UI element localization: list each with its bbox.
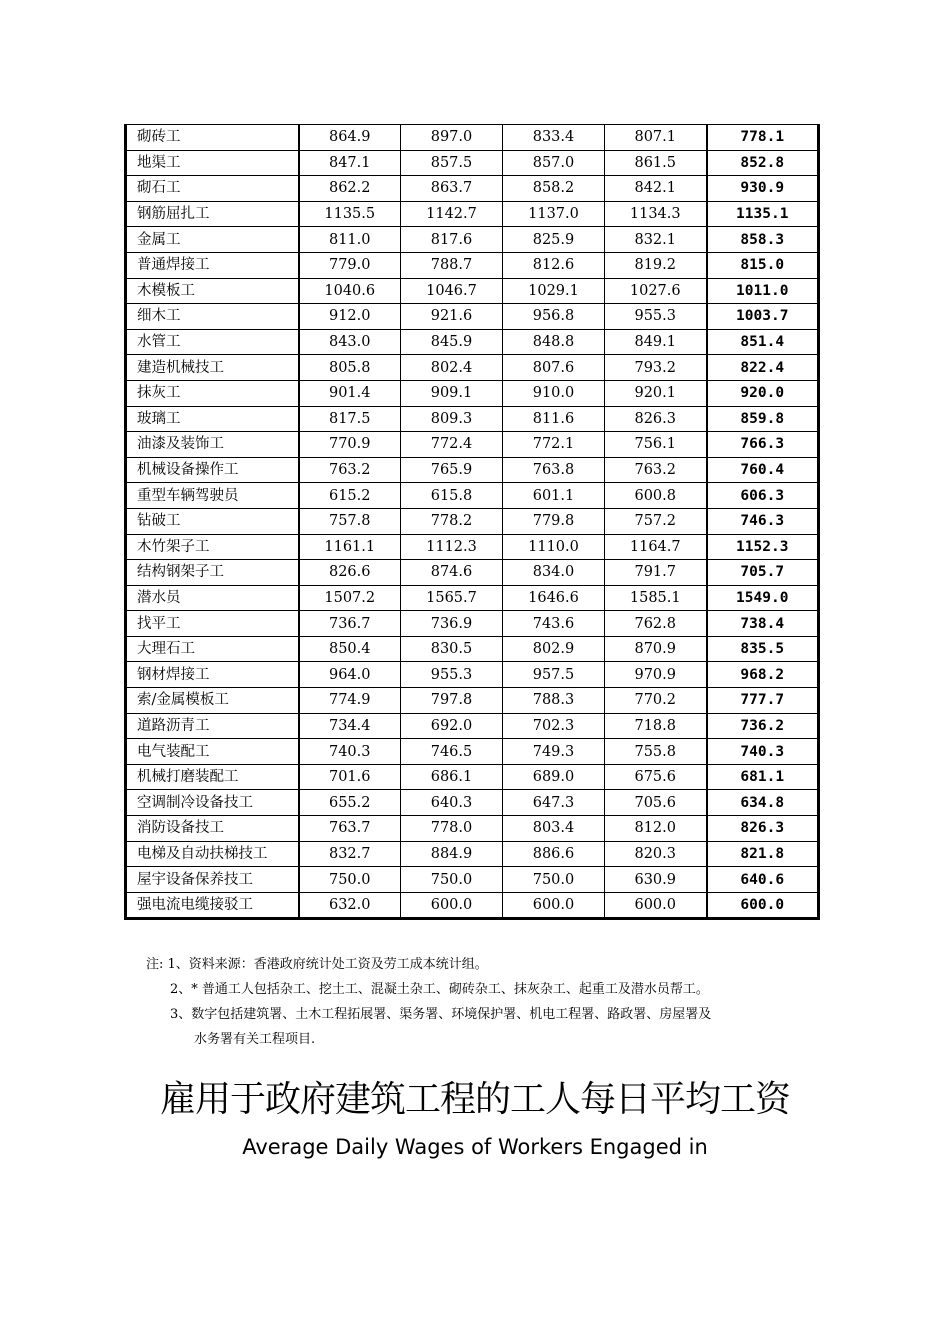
table-row [126, 534, 819, 560]
occupation-cell: 水管工 [126, 329, 299, 355]
wage-cell: 770.9 [299, 432, 401, 458]
occupation-cell: 屋宇设备保养技工 [126, 867, 299, 893]
wage-cell: 864.9 [299, 125, 401, 151]
wage-cell: 1112.3 [401, 534, 503, 560]
wage-cell: 702.3 [503, 713, 605, 739]
table-row [126, 764, 819, 790]
wage-cell: 600.0 [605, 892, 707, 919]
wage-cell: 861.5 [605, 150, 707, 176]
wage-cell: 1164.7 [605, 534, 707, 560]
table-row [126, 201, 819, 227]
wage-cell: 826.3 [605, 406, 707, 432]
wage-cell: 615.2 [299, 483, 401, 509]
wage-cell-latest: 606.3 [707, 483, 819, 509]
wage-cell: 848.8 [503, 329, 605, 355]
wage-cell: 870.9 [605, 636, 707, 662]
wage-cell: 857.0 [503, 150, 605, 176]
occupation-cell: 重型车辆驾驶员 [126, 483, 299, 509]
occupation-cell: 木竹架子工 [126, 534, 299, 560]
wage-cell-latest: 705.7 [707, 560, 819, 586]
wage-cell: 655.2 [299, 790, 401, 816]
occupation-cell: 金属工 [126, 227, 299, 253]
wage-cell: 763.7 [299, 816, 401, 842]
table-row [126, 432, 819, 458]
wage-cell: 817.5 [299, 406, 401, 432]
wage-cell: 793.2 [605, 355, 707, 381]
wage-cell: 743.6 [503, 611, 605, 637]
wage-cell: 689.0 [503, 764, 605, 790]
table-row [126, 611, 819, 637]
wage-cell: 791.7 [605, 560, 707, 586]
wage-cell: 811.6 [503, 406, 605, 432]
wage-cell: 957.5 [503, 662, 605, 688]
wage-cell: 647.3 [503, 790, 605, 816]
occupation-cell: 找平工 [126, 611, 299, 637]
table-row [126, 790, 819, 816]
wage-cell: 819.2 [605, 252, 707, 278]
wage-cell: 1507.2 [299, 585, 401, 611]
occupation-cell: 钢材焊接工 [126, 662, 299, 688]
wage-cell: 909.1 [401, 380, 503, 406]
wage-cell: 736.7 [299, 611, 401, 637]
note-source: 注: 1、资料来源：香港政府统计处工资及劳工成本统计组。 [146, 957, 488, 972]
wage-cell: 811.0 [299, 227, 401, 253]
table-row [126, 125, 819, 151]
wage-cell: 755.8 [605, 739, 707, 765]
wage-cell: 825.9 [503, 227, 605, 253]
wage-cell: 772.1 [503, 432, 605, 458]
wage-cell: 1565.7 [401, 585, 503, 611]
wage-cell: 1134.3 [605, 201, 707, 227]
wage-cell: 601.1 [503, 483, 605, 509]
wage-cell: 812.0 [605, 816, 707, 842]
wage-cell: 874.6 [401, 560, 503, 586]
wage-cell: 901.4 [299, 380, 401, 406]
wage-cell: 686.1 [401, 764, 503, 790]
wage-cell: 734.4 [299, 713, 401, 739]
wage-cell: 1137.0 [503, 201, 605, 227]
wage-cell: 632.0 [299, 892, 401, 919]
wage-cell: 749.3 [503, 739, 605, 765]
wage-cell-latest: 600.0 [707, 892, 819, 919]
wage-cell: 774.9 [299, 688, 401, 714]
wage-cell: 955.3 [401, 662, 503, 688]
wage-cell-latest: 1011.0 [707, 278, 819, 304]
occupation-cell: 机械打磨装配工 [126, 764, 299, 790]
wage-cell: 757.2 [605, 508, 707, 534]
wage-cell: 812.6 [503, 252, 605, 278]
table-row [126, 329, 819, 355]
wage-cell: 772.4 [401, 432, 503, 458]
wage-cell: 1142.7 [401, 201, 503, 227]
occupation-cell: 消防设备技工 [126, 816, 299, 842]
wage-cell-latest: 821.8 [707, 841, 819, 867]
wage-cell: 807.6 [503, 355, 605, 381]
table-row [126, 457, 819, 483]
table-row [126, 867, 819, 893]
wage-cell: 778.2 [401, 508, 503, 534]
wage-cell: 970.9 [605, 662, 707, 688]
wage-cell-latest: 681.1 [707, 764, 819, 790]
table-row [126, 688, 819, 714]
occupation-cell: 地渠工 [126, 150, 299, 176]
wage-cell-latest: 760.4 [707, 457, 819, 483]
wage-cell: 600.0 [401, 892, 503, 919]
wage-cell: 763.2 [299, 457, 401, 483]
table-row [126, 892, 819, 919]
occupation-cell: 大理石工 [126, 636, 299, 662]
note-departments: 3、数字包括建筑署、土木工程拓展署、渠务署、环境保护署、机电工程署、路政署、房屋署及 [170, 1007, 712, 1022]
table-row [126, 406, 819, 432]
table-row [126, 355, 819, 381]
occupation-cell: 砌石工 [126, 176, 299, 202]
wage-cell-latest: 640.6 [707, 867, 819, 893]
wage-cell: 756.1 [605, 432, 707, 458]
table-row [126, 816, 819, 842]
table-row [126, 508, 819, 534]
wage-cell: 956.8 [503, 304, 605, 330]
table-row [126, 176, 819, 202]
wage-cell: 830.5 [401, 636, 503, 662]
note-departments-cont: 水务署有关工程项目. [194, 1032, 316, 1047]
table-row [126, 278, 819, 304]
wage-cell: 692.0 [401, 713, 503, 739]
table-row [126, 252, 819, 278]
occupation-cell: 普通焊接工 [126, 252, 299, 278]
wage-cell: 750.0 [299, 867, 401, 893]
wage-cell: 779.0 [299, 252, 401, 278]
wage-cell: 843.0 [299, 329, 401, 355]
table-row [126, 713, 819, 739]
wage-cell-latest: 1549.0 [707, 585, 819, 611]
wage-table [124, 124, 820, 920]
wage-cell: 1046.7 [401, 278, 503, 304]
wage-cell: 849.1 [605, 329, 707, 355]
wage-cell-latest: 858.3 [707, 227, 819, 253]
wage-cell: 842.1 [605, 176, 707, 202]
wage-cell-latest: 851.4 [707, 329, 819, 355]
wage-cell: 920.1 [605, 380, 707, 406]
wage-cell: 750.0 [503, 867, 605, 893]
wage-cell: 1585.1 [605, 585, 707, 611]
wage-cell: 640.3 [401, 790, 503, 816]
wage-cell: 832.1 [605, 227, 707, 253]
wage-cell: 964.0 [299, 662, 401, 688]
wage-cell: 832.7 [299, 841, 401, 867]
occupation-cell: 抹灰工 [126, 380, 299, 406]
occupation-cell: 电梯及自动扶梯技工 [126, 841, 299, 867]
wage-cell: 820.3 [605, 841, 707, 867]
wage-cell-latest: 859.8 [707, 406, 819, 432]
wage-cell: 1027.6 [605, 278, 707, 304]
occupation-cell: 机械设备操作工 [126, 457, 299, 483]
page-title-chinese: 雇用于政府建筑工程的工人每日平均工资 [159, 1079, 790, 1120]
wage-cell-latest: 634.8 [707, 790, 819, 816]
occupation-cell: 木模板工 [126, 278, 299, 304]
occupation-cell: 空调制冷设备技工 [126, 790, 299, 816]
wage-cell: 845.9 [401, 329, 503, 355]
table-row [126, 380, 819, 406]
wage-cell: 857.5 [401, 150, 503, 176]
wage-cell: 826.6 [299, 560, 401, 586]
wage-cell: 701.6 [299, 764, 401, 790]
occupation-cell: 潜水员 [126, 585, 299, 611]
wage-cell-latest: 822.4 [707, 355, 819, 381]
wage-cell-latest: 835.5 [707, 636, 819, 662]
wage-cell: 763.2 [605, 457, 707, 483]
wage-cell-latest: 968.2 [707, 662, 819, 688]
wage-cell: 765.9 [401, 457, 503, 483]
wage-cell: 807.1 [605, 125, 707, 151]
wage-cell: 1110.0 [503, 534, 605, 560]
wage-cell-latest: 852.8 [707, 150, 819, 176]
wage-cell: 955.3 [605, 304, 707, 330]
wage-cell-latest: 777.7 [707, 688, 819, 714]
wage-cell: 805.8 [299, 355, 401, 381]
table-row [126, 662, 819, 688]
wage-cell-latest: 746.3 [707, 508, 819, 534]
wage-cell: 912.0 [299, 304, 401, 330]
wage-cell: 910.0 [503, 380, 605, 406]
occupation-cell: 电气装配工 [126, 739, 299, 765]
wage-cell: 746.5 [401, 739, 503, 765]
wage-cell: 750.0 [401, 867, 503, 893]
table-row [126, 636, 819, 662]
wage-cell: 797.8 [401, 688, 503, 714]
wage-cell: 762.8 [605, 611, 707, 637]
wage-cell: 817.6 [401, 227, 503, 253]
occupation-cell: 砌砖工 [126, 125, 299, 151]
wage-cell: 833.4 [503, 125, 605, 151]
occupation-cell: 细木工 [126, 304, 299, 330]
table-row [126, 560, 819, 586]
occupation-cell: 结构钢架子工 [126, 560, 299, 586]
page-title-english: Average Daily Wages of Workers Engaged in [242, 1135, 708, 1159]
wage-cell: 788.3 [503, 688, 605, 714]
occupation-cell: 道路沥青工 [126, 713, 299, 739]
wage-cell-latest: 1152.3 [707, 534, 819, 560]
occupation-cell: 建造机械技工 [126, 355, 299, 381]
wage-cell: 675.6 [605, 764, 707, 790]
table-row [126, 585, 819, 611]
wage-cell: 803.4 [503, 816, 605, 842]
wage-cell: 778.0 [401, 816, 503, 842]
wage-cell: 834.0 [503, 560, 605, 586]
wage-cell-latest: 766.3 [707, 432, 819, 458]
wage-cell: 921.6 [401, 304, 503, 330]
wage-cell: 770.2 [605, 688, 707, 714]
wage-cell: 858.2 [503, 176, 605, 202]
wage-cell: 847.1 [299, 150, 401, 176]
occupation-cell: 钢筋屈扎工 [126, 201, 299, 227]
wage-table-body [126, 125, 819, 919]
wage-cell: 600.0 [503, 892, 605, 919]
wage-cell: 1161.1 [299, 534, 401, 560]
wage-cell: 718.8 [605, 713, 707, 739]
table-row [126, 304, 819, 330]
wage-cell: 809.3 [401, 406, 503, 432]
wage-cell-latest: 826.3 [707, 816, 819, 842]
table-row [126, 841, 819, 867]
wage-cell: 884.9 [401, 841, 503, 867]
occupation-cell: 强电流电缆接驳工 [126, 892, 299, 919]
wage-cell: 862.2 [299, 176, 401, 202]
wage-cell: 1646.6 [503, 585, 605, 611]
wage-cell: 615.8 [401, 483, 503, 509]
wage-cell-latest: 1135.1 [707, 201, 819, 227]
wage-cell-latest: 815.0 [707, 252, 819, 278]
wage-cell: 886.6 [503, 841, 605, 867]
wage-cell: 850.4 [299, 636, 401, 662]
occupation-cell: 玻璃工 [126, 406, 299, 432]
occupation-cell: 油漆及装饰工 [126, 432, 299, 458]
wage-cell: 705.6 [605, 790, 707, 816]
wage-cell: 600.8 [605, 483, 707, 509]
table-row [126, 483, 819, 509]
wage-cell: 897.0 [401, 125, 503, 151]
table-row [126, 227, 819, 253]
wage-cell: 863.7 [401, 176, 503, 202]
wage-cell: 757.8 [299, 508, 401, 534]
wage-cell: 630.9 [605, 867, 707, 893]
wage-cell-latest: 1003.7 [707, 304, 819, 330]
wage-cell-latest: 778.1 [707, 125, 819, 151]
wage-cell: 736.9 [401, 611, 503, 637]
occupation-cell: 索/金属模板工 [126, 688, 299, 714]
wage-cell: 763.8 [503, 457, 605, 483]
wage-cell: 1029.1 [503, 278, 605, 304]
wage-cell: 802.4 [401, 355, 503, 381]
wage-cell: 1135.5 [299, 201, 401, 227]
wage-cell-latest: 736.2 [707, 713, 819, 739]
wage-cell-latest: 740.3 [707, 739, 819, 765]
wage-cell: 740.3 [299, 739, 401, 765]
table-row [126, 739, 819, 765]
occupation-cell: 钻破工 [126, 508, 299, 534]
wage-cell: 802.9 [503, 636, 605, 662]
wage-cell: 779.8 [503, 508, 605, 534]
wage-cell: 788.7 [401, 252, 503, 278]
table-row [126, 150, 819, 176]
wage-cell-latest: 930.9 [707, 176, 819, 202]
wage-cell-latest: 920.0 [707, 380, 819, 406]
notes [146, 952, 826, 1052]
note-general-workers: 2、* 普通工人包括杂工、挖土工、混凝土杂工、砌砖杂工、抹灰杂工、起重工及潜水员帮工。 [170, 982, 709, 997]
wage-cell: 1040.6 [299, 278, 401, 304]
wage-cell-latest: 738.4 [707, 611, 819, 637]
